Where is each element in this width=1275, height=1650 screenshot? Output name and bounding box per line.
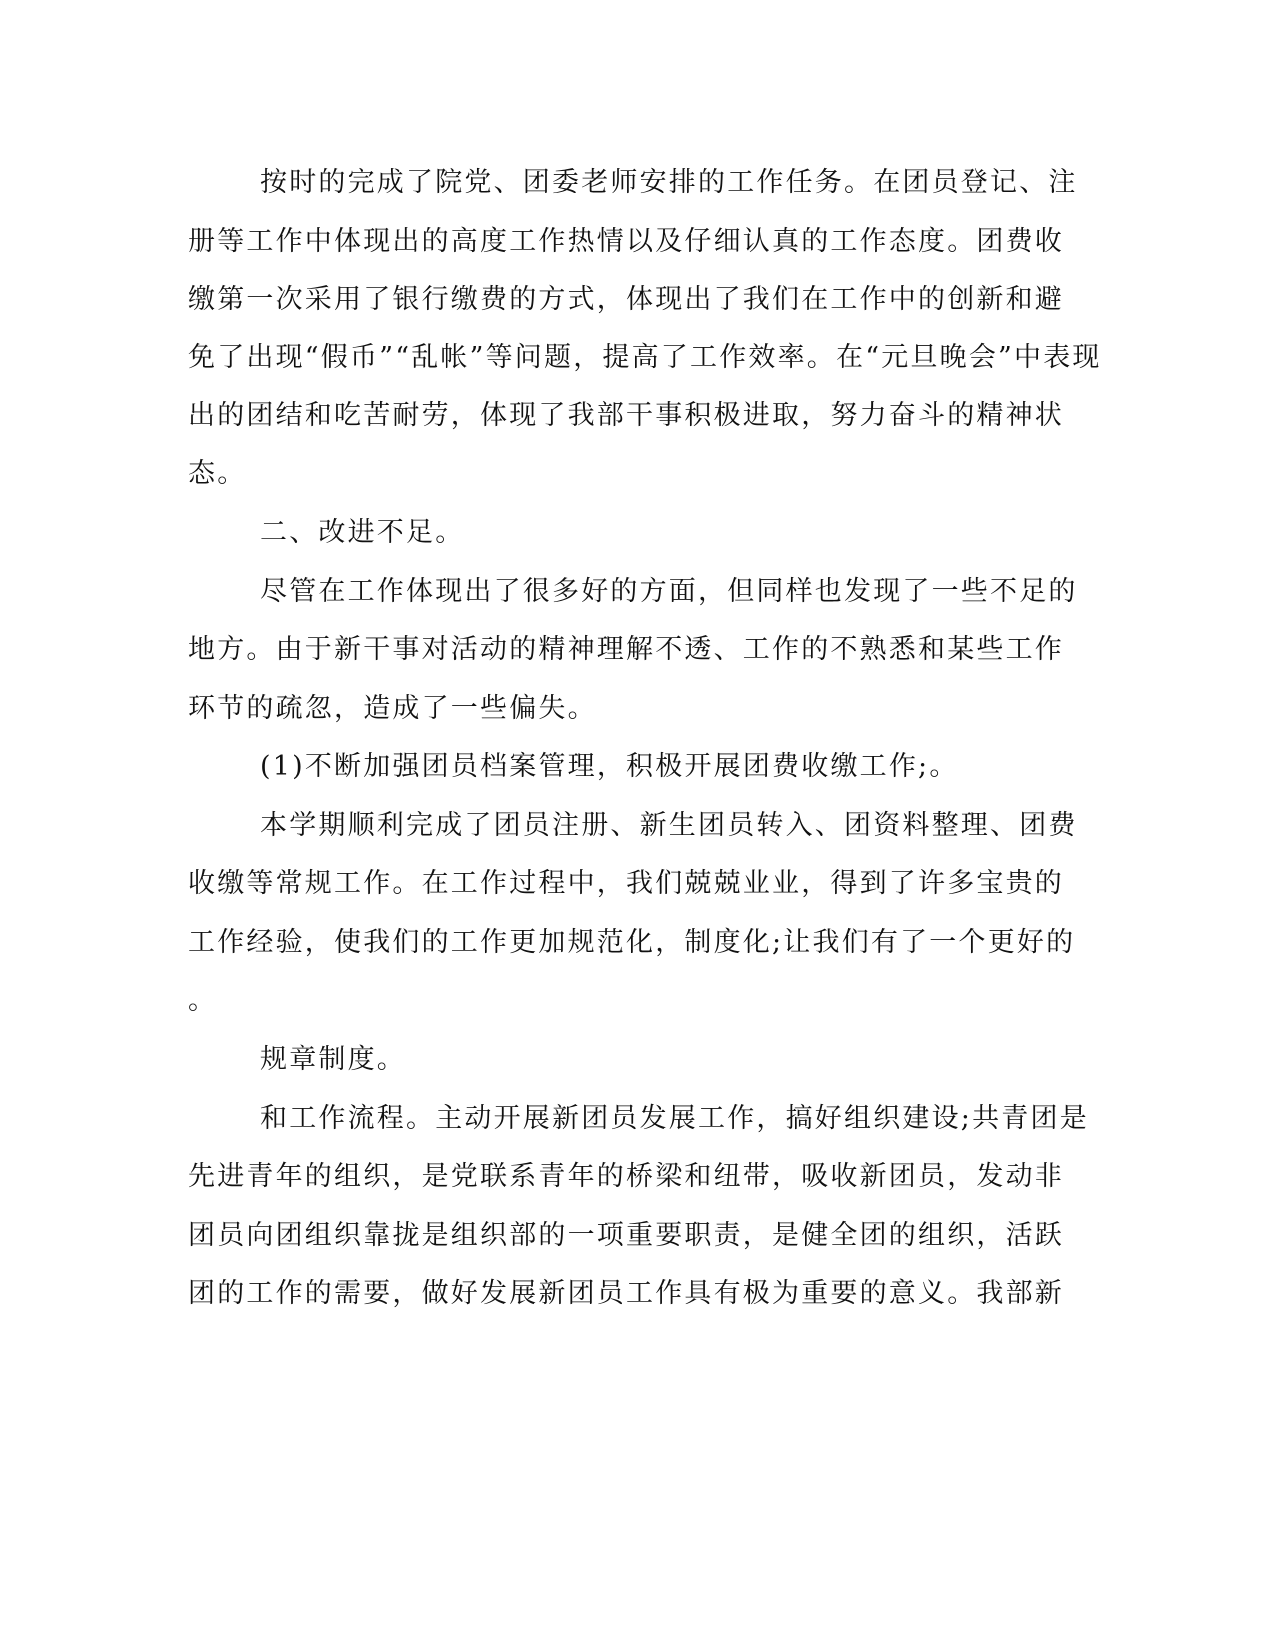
- text-line: 工作经验，使我们的工作更加规范化，制度化;让我们有了一个更好的: [188, 927, 1076, 958]
- text-line: 出的团结和吃苦耐劳，体现了我部干事积极进取，努力奋斗的精神状: [188, 400, 1064, 431]
- text-line: 按时的完成了院党、团委老师安排的工作任务。在团员登记、注: [260, 167, 1078, 198]
- text-line: 。: [188, 985, 218, 1016]
- text-line: 团的工作的需要，做好发展新团员工作具有极为重要的意义。我部新: [188, 1278, 1064, 1309]
- text-line: 册等工作中体现出的高度工作热情以及仔细认真的工作态度。团费收: [188, 226, 1064, 257]
- text-line: 本学期顺利完成了团员注册、新生团员转入、团资料整理、团费: [260, 810, 1078, 841]
- list-item-heading: (1)不断加强团员档案管理，积极开展团费收缴工作;。: [260, 751, 959, 782]
- text-line: 收缴等常规工作。在工作过程中，我们兢兢业业，得到了许多宝贵的: [188, 868, 1064, 899]
- text-line: 和工作流程。主动开展新团员发展工作，搞好组织建设;共青团是: [260, 1103, 1089, 1134]
- section-heading: 二、改进不足。: [260, 517, 465, 548]
- text-line: 规章制度。: [260, 1044, 406, 1075]
- text-line: 尽管在工作体现出了很多好的方面，但同样也发现了一些不足的: [260, 576, 1078, 607]
- text-line: 缴第一次采用了银行缴费的方式，体现出了我们在工作中的创新和避: [188, 284, 1064, 315]
- text-line: 免了出现“假币”“乱帐”等问题，提高了工作效率。在“元旦晚会”中表现: [188, 342, 1102, 373]
- text-line: 团员向团组织靠拢是组织部的一项重要职责，是健全团的组织，活跃: [188, 1220, 1064, 1251]
- text-line: 地方。由于新干事对活动的精神理解不透、工作的不熟悉和某些工作: [188, 634, 1064, 665]
- text-line: 环节的疏忽，造成了一些偏失。: [188, 693, 597, 724]
- text-line: 先进青年的组织，是党联系青年的桥梁和纽带，吸收新团员，发动非: [188, 1161, 1064, 1192]
- text-line: 态。: [188, 458, 247, 489]
